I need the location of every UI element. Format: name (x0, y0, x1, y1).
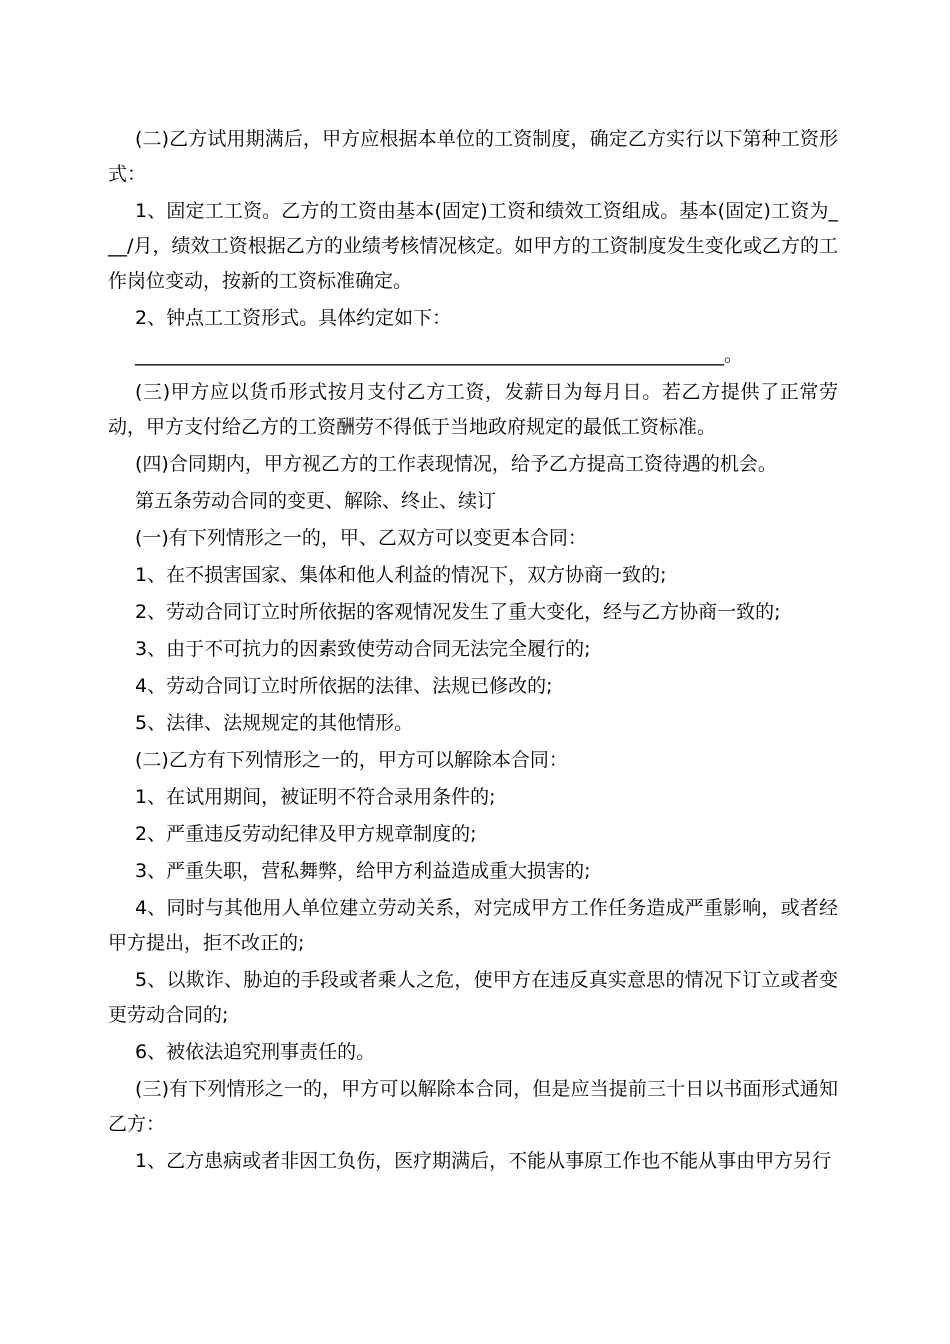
list-item: 4、劳动合同订立时所依据的法律、法规已修改的; (135, 675, 553, 697)
paragraph: 2、钟点工工资形式。具体约定如下： (135, 307, 452, 329)
list-item: 5、法律、法规规定的其他情形。 (135, 712, 414, 734)
list-item: 1、在不损害国家、集体和他人利益的情况下，双方协商一致的; (135, 564, 667, 586)
list-item: 3、由于不可抗力的因素致使劳动合同无法完全履行的; (135, 638, 591, 660)
paragraph: (二)乙方试用期满后，甲方应根据本单位的工资制度，确定乙方实行以下第种工资形式： (108, 128, 838, 185)
paragraph: 1、固定工工资。乙方的工资由基本(固定)工资和绩效工资组成。基本(固定)工资为___/月，绩效工资根据乙方的业绩考核情况核定。如甲方的工资制度发生变化或乙方的工作岗位变动，按新的工资标准确定。 (108, 200, 838, 292)
paragraph: (二)乙方有下列情形之一的，甲方可以解除本合同： (135, 749, 568, 771)
list-item: 5、以欺诈、胁迫的手段或者乘人之危，使甲方在违反真实意思的情况下订立或者变更劳动合同的; (108, 969, 838, 1026)
paragraph: (一)有下列情形之一的，甲、乙双方可以变更本合同： (135, 527, 587, 549)
paragraph: (四)合同期内，甲方视乙方的工作表现情况，给予乙方提高工资待遇的机会。 (135, 453, 777, 475)
list-item: 2、严重违反劳动纪律及甲方规章制度的; (135, 823, 477, 845)
fill-in-line: ______________________________________________________________。 (135, 344, 744, 366)
list-item: 1、在试用期间，被证明不符合录用条件的; (135, 786, 496, 808)
list-item: 3、严重失职，营私舞弊，给甲方利益造成重大损害的; (135, 860, 591, 882)
list-item: 4、同时与其他用人单位建立劳动关系，对完成甲方工作任务造成严重影响，或者经甲方提出，拒不改正的; (108, 897, 838, 954)
list-item: 2、劳动合同订立时所依据的客观情况发生了重大变化，经与乙方协商一致的; (135, 601, 781, 623)
section-heading: 第五条劳动合同的变更、解除、终止、续订 (135, 490, 497, 512)
document-body (108, 122, 838, 1181)
paragraph: (三)有下列情形之一的，甲方可以解除本合同，但是应当提前三十日以书面形式通知乙方： (108, 1078, 838, 1135)
list-item: 6、被依法追究刑事责任的。 (135, 1041, 376, 1063)
list-item: 1、乙方患病或者非因工负伤，医疗期满后，不能从事原工作也不能从事由甲方另行 (135, 1150, 832, 1172)
paragraph: (三)甲方应以货币形式按月支付乙方工资，发薪日为每月日。若乙方提供了正常劳动，甲方支付给乙方的工资酬劳不得低于当地政府规定的最低工资标准。 (108, 381, 838, 438)
